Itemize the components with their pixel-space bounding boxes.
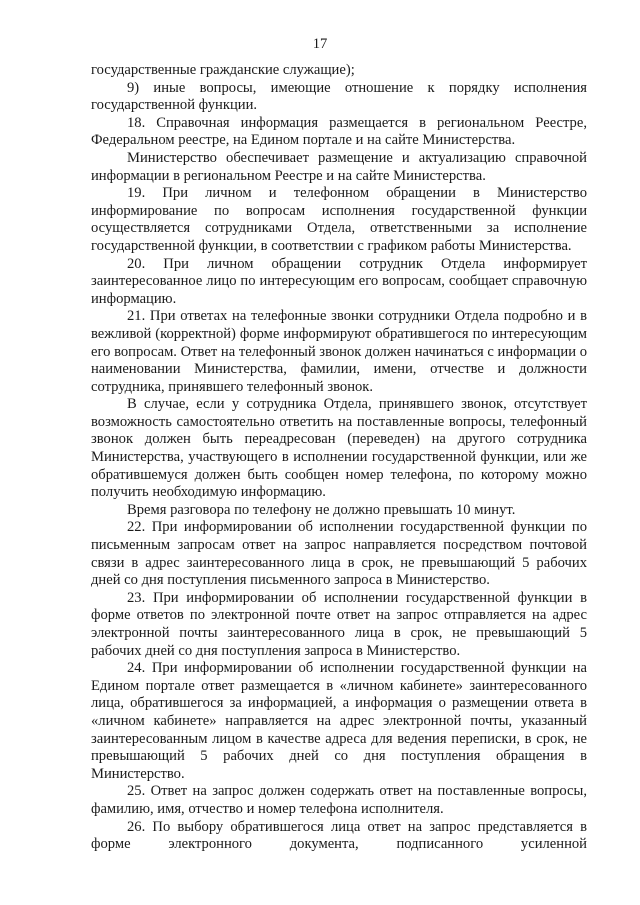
paragraph-24: 24. При информировании об исполнении государственной функции на Едином портале ответ размещается в «личном кабинете» заинтересованного лица, обратившегося за информацией, а информация о размещении ответа в «личном кабинете» направляется на адрес электронной почты, указанный заинтересованным лицом в качестве адреса для ведения переписки, в срок, не превышающий 5 рабочих дней со дня поступления обращения в Министерство.: [91, 660, 587, 782]
page-number: 17: [312, 36, 328, 52]
paragraph-21-duration: Время разговора по телефону не должно превышать 10 минут.: [127, 501, 516, 518]
paragraph-25: 25. Ответ на запрос должен содержать ответ на поставленные вопросы, фамилию, имя, отчество и номер телефона исполнителя.: [91, 783, 587, 817]
paragraph-18-continued: Министерство обеспечивает размещение и актуализацию справочной информации в региональном Реестре и на сайте Министерства.: [91, 149, 587, 184]
paragraph-19: 19. При личном и телефонном обращении в Министерство информирование по вопросам исполнения государственной функции осуществляется сотрудниками Отдела, ответственными за исполнение государственной функции, в соответствии с графиком работы Министерства.: [91, 185, 587, 254]
paragraph-list-item-8-end: государственные гражданские служащие);: [91, 62, 355, 78]
paragraph-list-item-9: 9) иные вопросы, имеющие отношение к порядку исполнения государственной функции.: [91, 79, 587, 114]
paragraph-18: 18. Справочная информация размещается в региональном Реестре, Федеральном реестре, на Едином портале и на сайте Министерства.: [91, 114, 587, 149]
paragraph-21: 21. При ответах на телефонные звонки сотрудники Отдела подробно и в вежливой (корректной) форме информируют обратившегося по интересующим его вопросам. Ответ на телефонный звонок должен начинаться с информации о наименовании Министерства, фамилии, имени, отчестве и должности сотрудника, принявшего телефонный звонок.: [91, 308, 587, 395]
paragraph-22: 22. При информировании об исполнении государственной функции по письменным запросам ответ на запрос направляется посредством почтовой связи в адрес заинтересованного лица в срок, не превышающий 5 рабочих дней со дня поступления письменного запроса в Министерство.: [91, 519, 587, 589]
document-body: [91, 62, 587, 854]
paragraph-23: 23. При информировании об исполнении государственной функции в форме ответов по электронной почте ответ на запрос отправляется на адрес электронной почты заинтересованного лица в срок, не превышающий 5 рабочих дней со дня поступления запроса в Министерство.: [91, 589, 587, 659]
paragraph-26: 26. По выбору обратившегося лица ответ на запрос представляется в форме электронного документа, подписанного усиленной: [91, 818, 587, 853]
paragraph-21-redirect: В случае, если у сотрудника Отдела, принявшего звонок, отсутствует возможность самостоятельно ответить на поставленные вопросы, телефонный звонок должен быть переадресован (переведен) на другого сотрудника Министерства, участвующего в исполнении государственной функции, или же обратившемуся должен быть сообщен номер телефона, по которому можно получить необходимую информацию.: [91, 396, 587, 501]
paragraph-20: 20. При личном обращении сотрудник Отдела информирует заинтересованное лицо по интересующим его вопросам, сообщает справочную информацию.: [91, 255, 587, 307]
